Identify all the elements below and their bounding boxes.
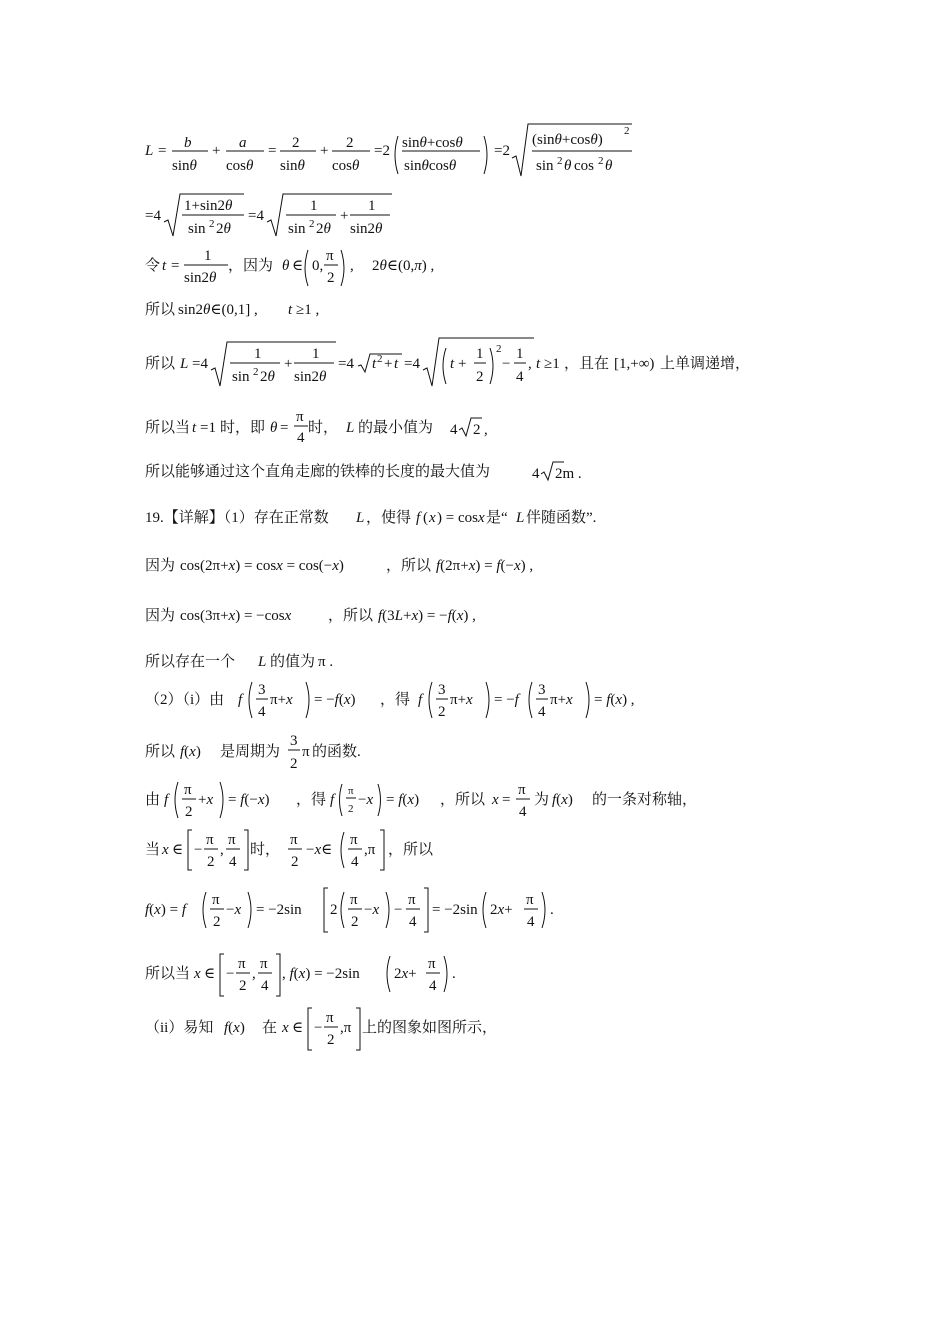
svg-text:1: 1 [312, 346, 320, 362]
svg-text:sinθ: sinθ [280, 158, 305, 174]
svg-text:π: π [348, 785, 354, 797]
svg-text:x: x [282, 1020, 289, 1036]
svg-text:, f(x) = −2sin: , f(x) = −2sin [282, 966, 360, 982]
svg-text:0,: 0, [312, 258, 324, 274]
svg-text:θ: θ [605, 158, 613, 174]
svg-text:2: 2 [476, 369, 484, 385]
and-on-label: ，且在 [564, 356, 610, 372]
line-2i [140, 676, 680, 724]
svg-text:2: 2 [346, 135, 354, 151]
svg-text:f(2π+x) = f(−x) ,: f(2π+x) = f(−x) , [436, 558, 534, 574]
svg-text:2θ: 2θ [260, 369, 275, 385]
svg-text:4: 4 [229, 854, 237, 870]
svg-text:sin: sin [232, 369, 250, 385]
svg-text:(sinθ+cosθ): (sinθ+cosθ) [532, 132, 603, 148]
svg-text:∈: ∈ [204, 966, 216, 982]
line-f-on-interval [140, 950, 480, 1000]
svg-text:+: + [212, 143, 221, 159]
because-label-3: 因为 [145, 608, 176, 624]
svg-text:f(x): f(x) [224, 1020, 245, 1036]
svg-text:,: , [528, 356, 532, 372]
svg-text:,: , [484, 422, 488, 438]
svg-text:−: − [394, 902, 403, 918]
svg-text:2: 2 [330, 902, 338, 918]
svg-text:4: 4 [450, 422, 458, 438]
svg-text:=: = [171, 258, 180, 274]
svg-text:L: L [356, 510, 365, 526]
svg-text:4: 4 [532, 466, 540, 482]
svg-text:2: 2 [327, 270, 335, 286]
svg-text:2: 2 [598, 155, 604, 167]
svg-text:2: 2 [496, 343, 502, 355]
so-label: 所以 [145, 302, 176, 318]
get-label: ，得 [380, 692, 411, 708]
svg-text:x: x [194, 966, 201, 982]
make-label: ，使得 [366, 510, 412, 526]
svg-text:(: ( [423, 510, 428, 526]
svg-text:4: 4 [351, 854, 359, 870]
svg-text:f(x) = f: f(x) = f [145, 902, 186, 918]
is-label: 是“ [486, 510, 508, 526]
svg-text:2: 2 [292, 135, 300, 151]
part2ii-label: （ii）易知 [145, 1020, 214, 1036]
svg-text:θ: θ [282, 258, 290, 274]
svg-text:= f(−x): = f(−x) [228, 792, 270, 808]
svg-text:π: π [350, 892, 358, 908]
formula-L-in-t [140, 336, 790, 392]
svg-text:3: 3 [258, 682, 266, 698]
line-2ii [140, 1004, 540, 1054]
svg-text:2: 2 [473, 422, 481, 438]
svg-text:−x: −x [226, 902, 242, 918]
svg-text:= f(x): = f(x) [386, 792, 420, 808]
get-label-2: ，得 [296, 792, 327, 808]
svg-text:L: L [145, 143, 154, 159]
svg-text:4: 4 [519, 804, 527, 820]
svg-text:=2: =2 [494, 143, 510, 159]
axis-label: 的一条对称轴， [592, 792, 698, 808]
svg-text:π: π [408, 892, 416, 908]
svg-text:cosθ: cosθ [226, 158, 254, 174]
svg-text:2: 2 [348, 803, 354, 815]
value-label: 的值为 [270, 654, 316, 670]
from-label: 由 [145, 792, 161, 808]
svg-text:≥1 ,: ≥1 , [296, 302, 320, 318]
svg-text:π: π [228, 832, 236, 848]
svg-text:1: 1 [204, 248, 212, 264]
svg-text:π: π [326, 1010, 334, 1026]
svg-text:=4: =4 [192, 356, 208, 372]
svg-text:−: − [226, 966, 235, 982]
svg-text:x: x [162, 842, 169, 858]
svg-text:2: 2 [291, 854, 299, 870]
svg-text:3: 3 [538, 682, 546, 698]
svg-text:2: 2 [213, 914, 221, 930]
svg-text:+: + [458, 356, 467, 372]
when-label: 时， [308, 420, 339, 436]
svg-text:cosθ: cosθ [332, 158, 360, 174]
svg-text:4: 4 [429, 978, 437, 994]
so-when-label-2: 所以当 [145, 966, 191, 982]
svg-text:t: t [192, 420, 197, 436]
svg-text:π: π [238, 956, 246, 972]
formula-f-expression [140, 884, 580, 936]
svg-text:.: . [550, 902, 554, 918]
svg-text:f: f [164, 792, 169, 808]
svg-text:2: 2 [438, 704, 446, 720]
svg-text:+x: +x [198, 792, 214, 808]
q19-label: 19.【详解】（1）存在正常数 [145, 510, 329, 526]
svg-text:sin: sin [188, 221, 206, 237]
svg-text:t: t [372, 356, 377, 372]
svg-text:π: π [428, 956, 436, 972]
svg-text:π+x: π+x [270, 692, 293, 708]
svg-text:a: a [239, 135, 247, 151]
svg-text:,π: ,π [340, 1020, 352, 1036]
svg-text:t: t [394, 356, 399, 372]
svg-text:b: b [184, 135, 192, 151]
so-label-7: ，所以 [388, 842, 434, 858]
svg-text:2: 2 [185, 804, 193, 820]
svg-text:f(3L+x) = −f(x) ,: f(3L+x) = −f(x) , [378, 608, 476, 624]
monotone-label: 上单调递增， [660, 356, 751, 372]
so-when-label: 所以当 [145, 420, 191, 436]
svg-text:=: = [268, 143, 277, 159]
svg-text:= −2sin: = −2sin [432, 902, 478, 918]
svg-text:θ: θ [564, 158, 572, 174]
svg-text:x: x [429, 510, 436, 526]
svg-text:,: , [252, 966, 256, 982]
svg-text:1: 1 [516, 346, 524, 362]
svg-text:−x: −x [364, 902, 380, 918]
svg-text:t: t [536, 356, 541, 372]
svg-text:π: π [260, 956, 268, 972]
svg-text:4: 4 [297, 430, 305, 446]
svg-text:π: π [302, 744, 310, 760]
svg-text:sinθ: sinθ [172, 158, 197, 174]
func-label: 的函数. [312, 744, 361, 760]
line-interval [140, 826, 480, 874]
svg-text:4: 4 [409, 914, 417, 930]
svg-text:=: = [502, 792, 511, 808]
svg-text:x: x [492, 792, 499, 808]
line-min-value [140, 406, 520, 446]
line-cos-3pi [140, 600, 600, 630]
formula-L-sqrt [140, 190, 410, 240]
when-label-2: 当 [145, 842, 161, 858]
line-max-length [140, 456, 620, 486]
as-label: 为 [534, 792, 550, 808]
svg-text:π: π [518, 782, 526, 798]
line-sin-range [140, 296, 400, 322]
svg-text:2: 2 [253, 366, 259, 378]
svg-text:1: 1 [254, 346, 262, 362]
because-label-2: 因为 [145, 558, 176, 574]
part2-label: （2）（i）由 [145, 692, 225, 708]
svg-text:=4: =4 [338, 356, 354, 372]
svg-text:L: L [258, 654, 267, 670]
svg-text:4: 4 [261, 978, 269, 994]
svg-text:π: π [296, 409, 304, 425]
svg-text:1: 1 [368, 198, 376, 214]
svg-text:2: 2 [239, 978, 247, 994]
svg-text:f: f [330, 792, 335, 808]
svg-text:2: 2 [327, 1032, 335, 1048]
svg-text:L: L [516, 510, 525, 526]
svg-text:2: 2 [207, 854, 215, 870]
svg-text:=1: =1 [200, 420, 216, 436]
svg-text:π+x: π+x [550, 692, 573, 708]
svg-text:cos: cos [574, 158, 594, 174]
svg-text:2x+: 2x+ [394, 966, 417, 982]
svg-text:∈: ∈ [292, 258, 304, 274]
svg-text:π: π [184, 782, 192, 798]
svg-text:−x: −x [358, 792, 374, 808]
period-label: 是周期为 [220, 744, 281, 760]
svg-text:sin2θ: sin2θ [184, 270, 217, 286]
svg-text:−: − [314, 1020, 323, 1036]
svg-text:π: π [326, 248, 334, 264]
svg-text:2θ∈(0,π) ,: 2θ∈(0,π) , [372, 258, 435, 274]
so-label-2: 所以 [145, 356, 176, 372]
svg-text:L: L [180, 356, 189, 372]
svg-text:sin: sin [536, 158, 554, 174]
so-label-6: ，所以 [440, 792, 486, 808]
svg-text:−x∈: −x∈ [306, 842, 333, 858]
svg-text:+: + [320, 143, 329, 159]
graph-label: 上的图象如图所示， [362, 1020, 498, 1036]
svg-text:,π: ,π [364, 842, 376, 858]
let-label: 令 [145, 258, 161, 274]
svg-text:2: 2 [309, 218, 315, 230]
svg-text:f: f [416, 510, 421, 526]
svg-text:1+sin2θ: 1+sin2θ [184, 198, 233, 214]
svg-text:2: 2 [209, 218, 215, 230]
svg-text:1: 1 [310, 198, 318, 214]
svg-text:,: , [220, 842, 224, 858]
svg-text:sin2θ: sin2θ [294, 369, 327, 385]
svg-text:1: 1 [476, 346, 484, 362]
svg-text:π: π [206, 832, 214, 848]
svg-text:t: t [450, 356, 455, 372]
svg-text:sinθcosθ: sinθcosθ [404, 158, 457, 174]
svg-text:L: L [346, 420, 355, 436]
svg-text:= f(x) ,: = f(x) , [594, 692, 635, 708]
svg-text:=4: =4 [248, 208, 264, 224]
svg-text:2: 2 [377, 353, 383, 365]
svg-text:t: t [162, 258, 167, 274]
svg-text:.: . [452, 966, 456, 982]
svg-text:≥1: ≥1 [544, 356, 560, 372]
companion-label: 伴随函数”. [526, 510, 597, 526]
svg-text:=: = [280, 420, 289, 436]
svg-text:sin2θ: sin2θ [350, 221, 383, 237]
line-symmetry [140, 778, 720, 824]
svg-text:2: 2 [351, 914, 359, 930]
svg-text:+: + [284, 356, 293, 372]
svg-text:) = cos: ) = cos [437, 510, 478, 526]
svg-text:sinθ+cosθ: sinθ+cosθ [402, 135, 463, 151]
in-label: 在 [262, 1020, 278, 1036]
svg-text:cos(3π+x) = −cosx: cos(3π+x) = −cosx [180, 608, 292, 624]
min-label: 的最小值为 [358, 420, 434, 436]
ie-label: 时，即 [220, 420, 266, 436]
svg-text:2: 2 [557, 155, 563, 167]
svg-text:f(x): f(x) [552, 792, 573, 808]
svg-text:4: 4 [258, 704, 266, 720]
svg-text:4: 4 [516, 369, 524, 385]
svg-text:cos(2π+x) = cosx = cos(−x): cos(2π+x) = cosx = cos(−x) [180, 558, 344, 574]
svg-text:=2: =2 [374, 143, 390, 159]
svg-text:−: − [194, 842, 203, 858]
svg-text:sin: sin [288, 221, 306, 237]
svg-text:3: 3 [290, 733, 298, 749]
svg-text:2x+: 2x+ [490, 902, 513, 918]
svg-text:θ: θ [270, 420, 278, 436]
svg-text:sin2θ∈(0,1] ,: sin2θ∈(0,1] , [178, 302, 258, 318]
line-19-part1 [140, 502, 660, 532]
svg-text:4: 4 [538, 704, 546, 720]
formula-L-expansion [140, 120, 660, 180]
svg-text:+: + [340, 208, 349, 224]
because-label: ，因为 [228, 258, 274, 274]
svg-text:x: x [478, 510, 485, 526]
svg-text:=4: =4 [404, 356, 420, 372]
svg-text:f(x): f(x) [180, 744, 201, 760]
svg-text:f: f [418, 692, 423, 708]
time-label: 时， [250, 842, 281, 858]
svg-text:2θ: 2θ [216, 221, 231, 237]
line-let-t [140, 242, 500, 288]
svg-text:=4: =4 [145, 208, 161, 224]
svg-text:3: 3 [438, 682, 446, 698]
svg-text:2: 2 [290, 756, 298, 772]
svg-text:π: π [526, 892, 534, 908]
svg-text:∈: ∈ [292, 1020, 304, 1036]
so-label-4: ，所以 [328, 608, 374, 624]
line-cos-2pi [140, 550, 600, 580]
exists-text: 所以存在一个 [145, 654, 236, 670]
svg-text:∈: ∈ [172, 842, 184, 858]
conclusion-text: 所以能够通过这个直角走廊的铁棒的长度的最大值为 [145, 464, 491, 480]
svg-text:= −2sin: = −2sin [256, 902, 302, 918]
svg-text:π .: π . [318, 654, 334, 670]
svg-text:2: 2 [624, 125, 630, 137]
line-period [140, 730, 440, 774]
svg-text:4: 4 [527, 914, 535, 930]
svg-text:[1,+∞): [1,+∞) [614, 356, 655, 372]
svg-text:2m .: 2m . [555, 466, 582, 482]
svg-text:,: , [350, 258, 354, 274]
svg-text:−: − [502, 356, 511, 372]
svg-text:π: π [212, 892, 220, 908]
svg-text:=: = [158, 143, 167, 159]
svg-text:= −f: = −f [494, 692, 519, 708]
svg-text:π+x: π+x [450, 692, 473, 708]
svg-text:t: t [288, 302, 293, 318]
line-exists-L [140, 646, 400, 676]
svg-text:f: f [238, 692, 243, 708]
so-label-3: ，所以 [386, 558, 432, 574]
so-label-5: 所以 [145, 744, 176, 760]
svg-text:+: + [384, 356, 393, 372]
svg-text:= −f(x): = −f(x) [314, 692, 356, 708]
svg-text:π: π [350, 832, 358, 848]
svg-text:π: π [290, 832, 298, 848]
svg-text:2θ: 2θ [316, 221, 331, 237]
